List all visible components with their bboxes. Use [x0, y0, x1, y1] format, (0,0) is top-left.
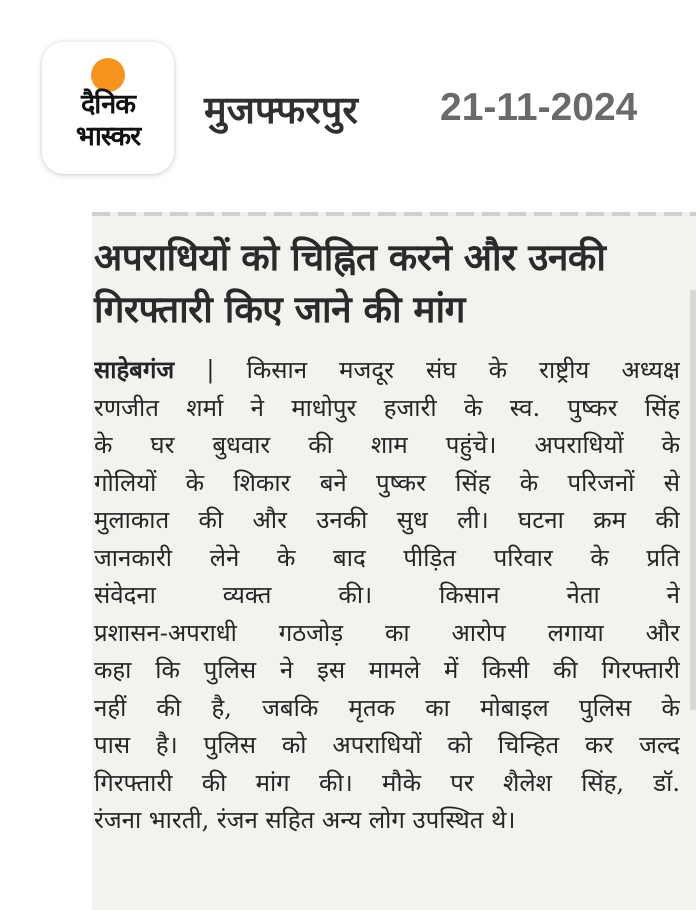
- body-line: के घर बुधवार की शाम पहुंचे। अपराधियों के: [94, 431, 680, 459]
- dainik-bhaskar-logo[interactable]: [42, 42, 174, 174]
- logo-text-line1: दैनिक: [80, 89, 136, 120]
- headline-line: गिरफ्तारी किए जाने की मांग: [94, 288, 465, 331]
- body-line: पास है। पुलिस को अपराधियों को चिन्हित कर जल्द: [94, 731, 680, 759]
- dateline-separator: |: [174, 356, 247, 384]
- body-line: गिरफ्तारी की मांग की। मौके पर शैलेश सिंह, डॉ.: [94, 768, 680, 797]
- body-line: गोलियों के शिकार बने पुष्कर सिंह के परिजनों से: [94, 468, 680, 497]
- body-line: प्रशासन-अपराधी गठजोड़ का आरोप लगाया और: [94, 618, 680, 647]
- sun-icon: [91, 58, 125, 92]
- body-line: रंजना भारती, रंजन सहित अन्य लोग उपस्थित थे।: [94, 806, 516, 834]
- body-line: संवेदना व्यक्त की। किसान नेता ने: [94, 581, 680, 609]
- dateline: साहेबगंज: [94, 356, 175, 384]
- article-body: [94, 352, 680, 840]
- body-line: [94, 352, 680, 390]
- body-line: नहीं की है, जबकि मृतक का मोबाइल पुलिस के: [94, 693, 680, 722]
- header: [0, 0, 696, 200]
- body-first-line-text: किसान मजदूर संघ के राष्ट्रीय अध्यक्ष: [246, 356, 680, 384]
- edition-date: 21-11-2024: [440, 86, 638, 129]
- body-line: रणजीत शर्मा ने माधोपुर हजारी के स्व. पुष्कर सिंह: [94, 393, 680, 422]
- edition-city: मुजफ्फरपुर: [204, 88, 358, 132]
- headline-line: अपराधियों को चिह्नित करने और उनकी: [94, 236, 606, 279]
- body-line: मुलाकात की और उनकी सुध ली। घटना क्रम की: [94, 506, 680, 534]
- logo-text-line2: भास्कर: [75, 121, 141, 152]
- clipping-top-edge: [92, 212, 696, 216]
- article-headline: [94, 232, 684, 336]
- body-line: कहा कि पुलिस ने इस मामले में किसी की गिरफ्तारी: [94, 656, 680, 684]
- clipping-right-edge: [690, 290, 696, 710]
- body-line: जानकारी लेने के बाद पीड़ित परिवार के प्रति: [94, 543, 680, 572]
